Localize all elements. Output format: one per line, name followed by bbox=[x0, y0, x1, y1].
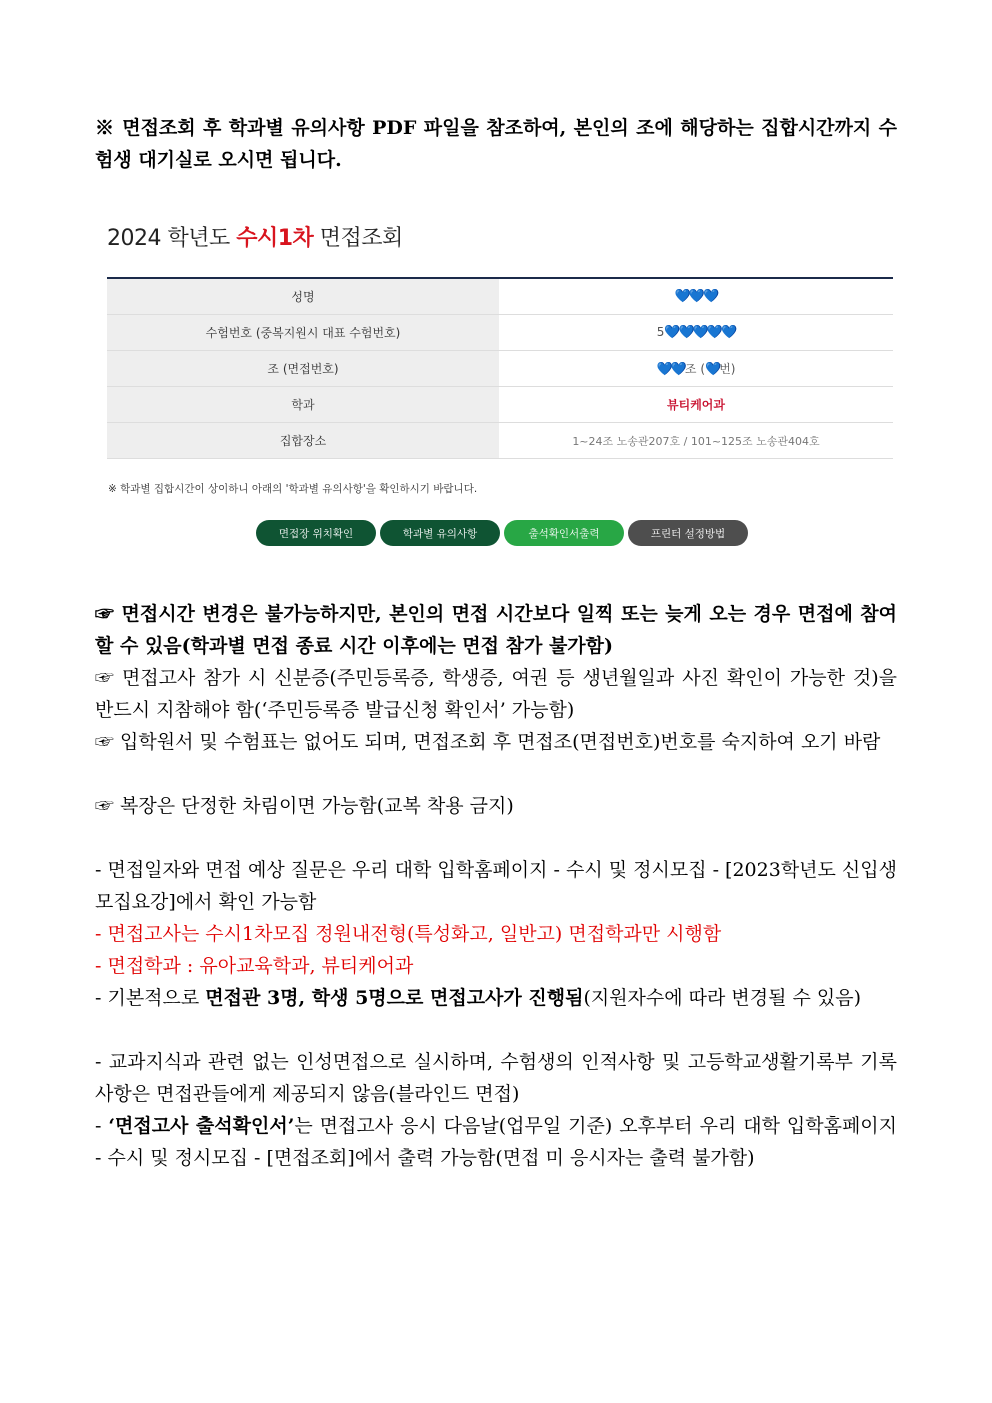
exam-number-value: 5💙💙💙💙💙 bbox=[499, 315, 893, 351]
dash-interview-date: - 면접일자와 면접 예상 질문은 우리 대학 입학홈페이지 - 수시 및 정시모집 - [2023학년도 신입생 모집요강]에서 확인 가능함 bbox=[95, 859, 897, 913]
table-row bbox=[107, 279, 893, 315]
action-buttons bbox=[256, 520, 748, 546]
lookup-title: 2024 학년도 수시1차 면접조회 bbox=[107, 226, 403, 251]
table-row bbox=[107, 351, 893, 387]
name-value bbox=[499, 279, 893, 315]
exam-number-label: 수험번호 (중복지원시 대표 수험번호) bbox=[107, 315, 499, 351]
group-value: 💙💙조 (💙번) bbox=[499, 351, 893, 387]
heart-icon: 💙💙💙💙💙 bbox=[664, 325, 736, 340]
department-notes-button[interactable]: 학과별 유의사항 bbox=[380, 520, 500, 546]
dash-interview-format: - 기본적으로 면접관 3명, 학생 5명으로 면접고사가 진행됨(지원자수에 따라 변경될 수 있음) bbox=[95, 987, 862, 1009]
interview-lookup-screenshot bbox=[107, 218, 893, 540]
lookup-table bbox=[107, 279, 893, 459]
heart-icon: 💙 bbox=[705, 362, 720, 377]
printer-settings-button[interactable]: 프린터 설정방법 bbox=[628, 520, 748, 546]
table-row bbox=[107, 387, 893, 423]
dash-attendance-cert: - ‘면접고사 출석확인서’는 면접고사 응시 다음날(업무일 기준) 오후부터 우리 대학 입학홈페이지 - 수시 및 정시모집 - [면접조회]에서 출력 가능함(면접 미 응시자는 출력 불가함) bbox=[95, 1115, 897, 1169]
dash-interview-scope: - 면접고사는 수시1차모집 정원내전형(특성화고, 일반고) 면접학과만 시행함 bbox=[95, 923, 722, 945]
meeting-place-value: 1~24조 노송관207호 / 101~125조 노송관404호 bbox=[499, 423, 893, 459]
bullet-time-change: ☞ 면접시간 변경은 불가능하지만, 본인의 면접 시간보다 일찍 또는 늦게 오는 경우 면접에 참여할 수 있음(학과별 면접 종료 시간 이후에는 면접 참가 불가함) bbox=[95, 603, 897, 657]
bullet-dress-code: ☞ 복장은 단정한 차림이면 가능함(교복 착용 금지) bbox=[95, 795, 514, 817]
lookup-note: ※ 학과별 집합시간이 상이하니 아래의 '학과별 유의사항'을 확인하시기 바랍니다. bbox=[108, 483, 478, 495]
table-row bbox=[107, 423, 893, 459]
notice-text: ※ 면접조회 후 학과별 유의사항 PDF 파일을 참조하여, 본인의 조에 해당하는 집합시간까지 수험생 대기실로 오시면 됩니다. bbox=[95, 117, 897, 171]
group-label: 조 (면접번호) bbox=[107, 351, 499, 387]
print-attendance-button[interactable]: 출석확인서출력 bbox=[504, 520, 624, 546]
name-label: 성명 bbox=[107, 279, 499, 315]
bullet-group-number: ☞ 입학원서 및 수험표는 없어도 되며, 면접조회 후 면접조(면접번호)번호를 숙지하여 오기 바람 bbox=[95, 731, 881, 753]
department-value: 뷰티케어과 bbox=[499, 387, 893, 423]
heart-icon: 💙💙 bbox=[656, 362, 685, 377]
bullet-id-card: ☞ 면접고사 참가 시 신분증(주민등록증, 학생증, 여권 등 생년월일과 사진 확인이 가능한 것)을 반드시 지참해야 함(‘주민등록증 발급신청 확인서’ 가능함) bbox=[95, 667, 897, 721]
meeting-place-label: 집합장소 bbox=[107, 423, 499, 459]
venue-location-button[interactable]: 면접장 위치확인 bbox=[256, 520, 376, 546]
dash-interview-depts: - 면접학과 : 유아교육학과, 뷰티케어과 bbox=[95, 955, 414, 977]
heart-icon: 💙💙💙 bbox=[674, 289, 718, 304]
table-row bbox=[107, 315, 893, 351]
dash-blind-interview: - 교과지식과 관련 없는 인성면접으로 실시하며, 수험생의 인적사항 및 고등학교생활기록부 기록사항은 면접관들에게 제공되지 않음(블라인드 면접) bbox=[95, 1051, 897, 1105]
department-label: 학과 bbox=[107, 387, 499, 423]
